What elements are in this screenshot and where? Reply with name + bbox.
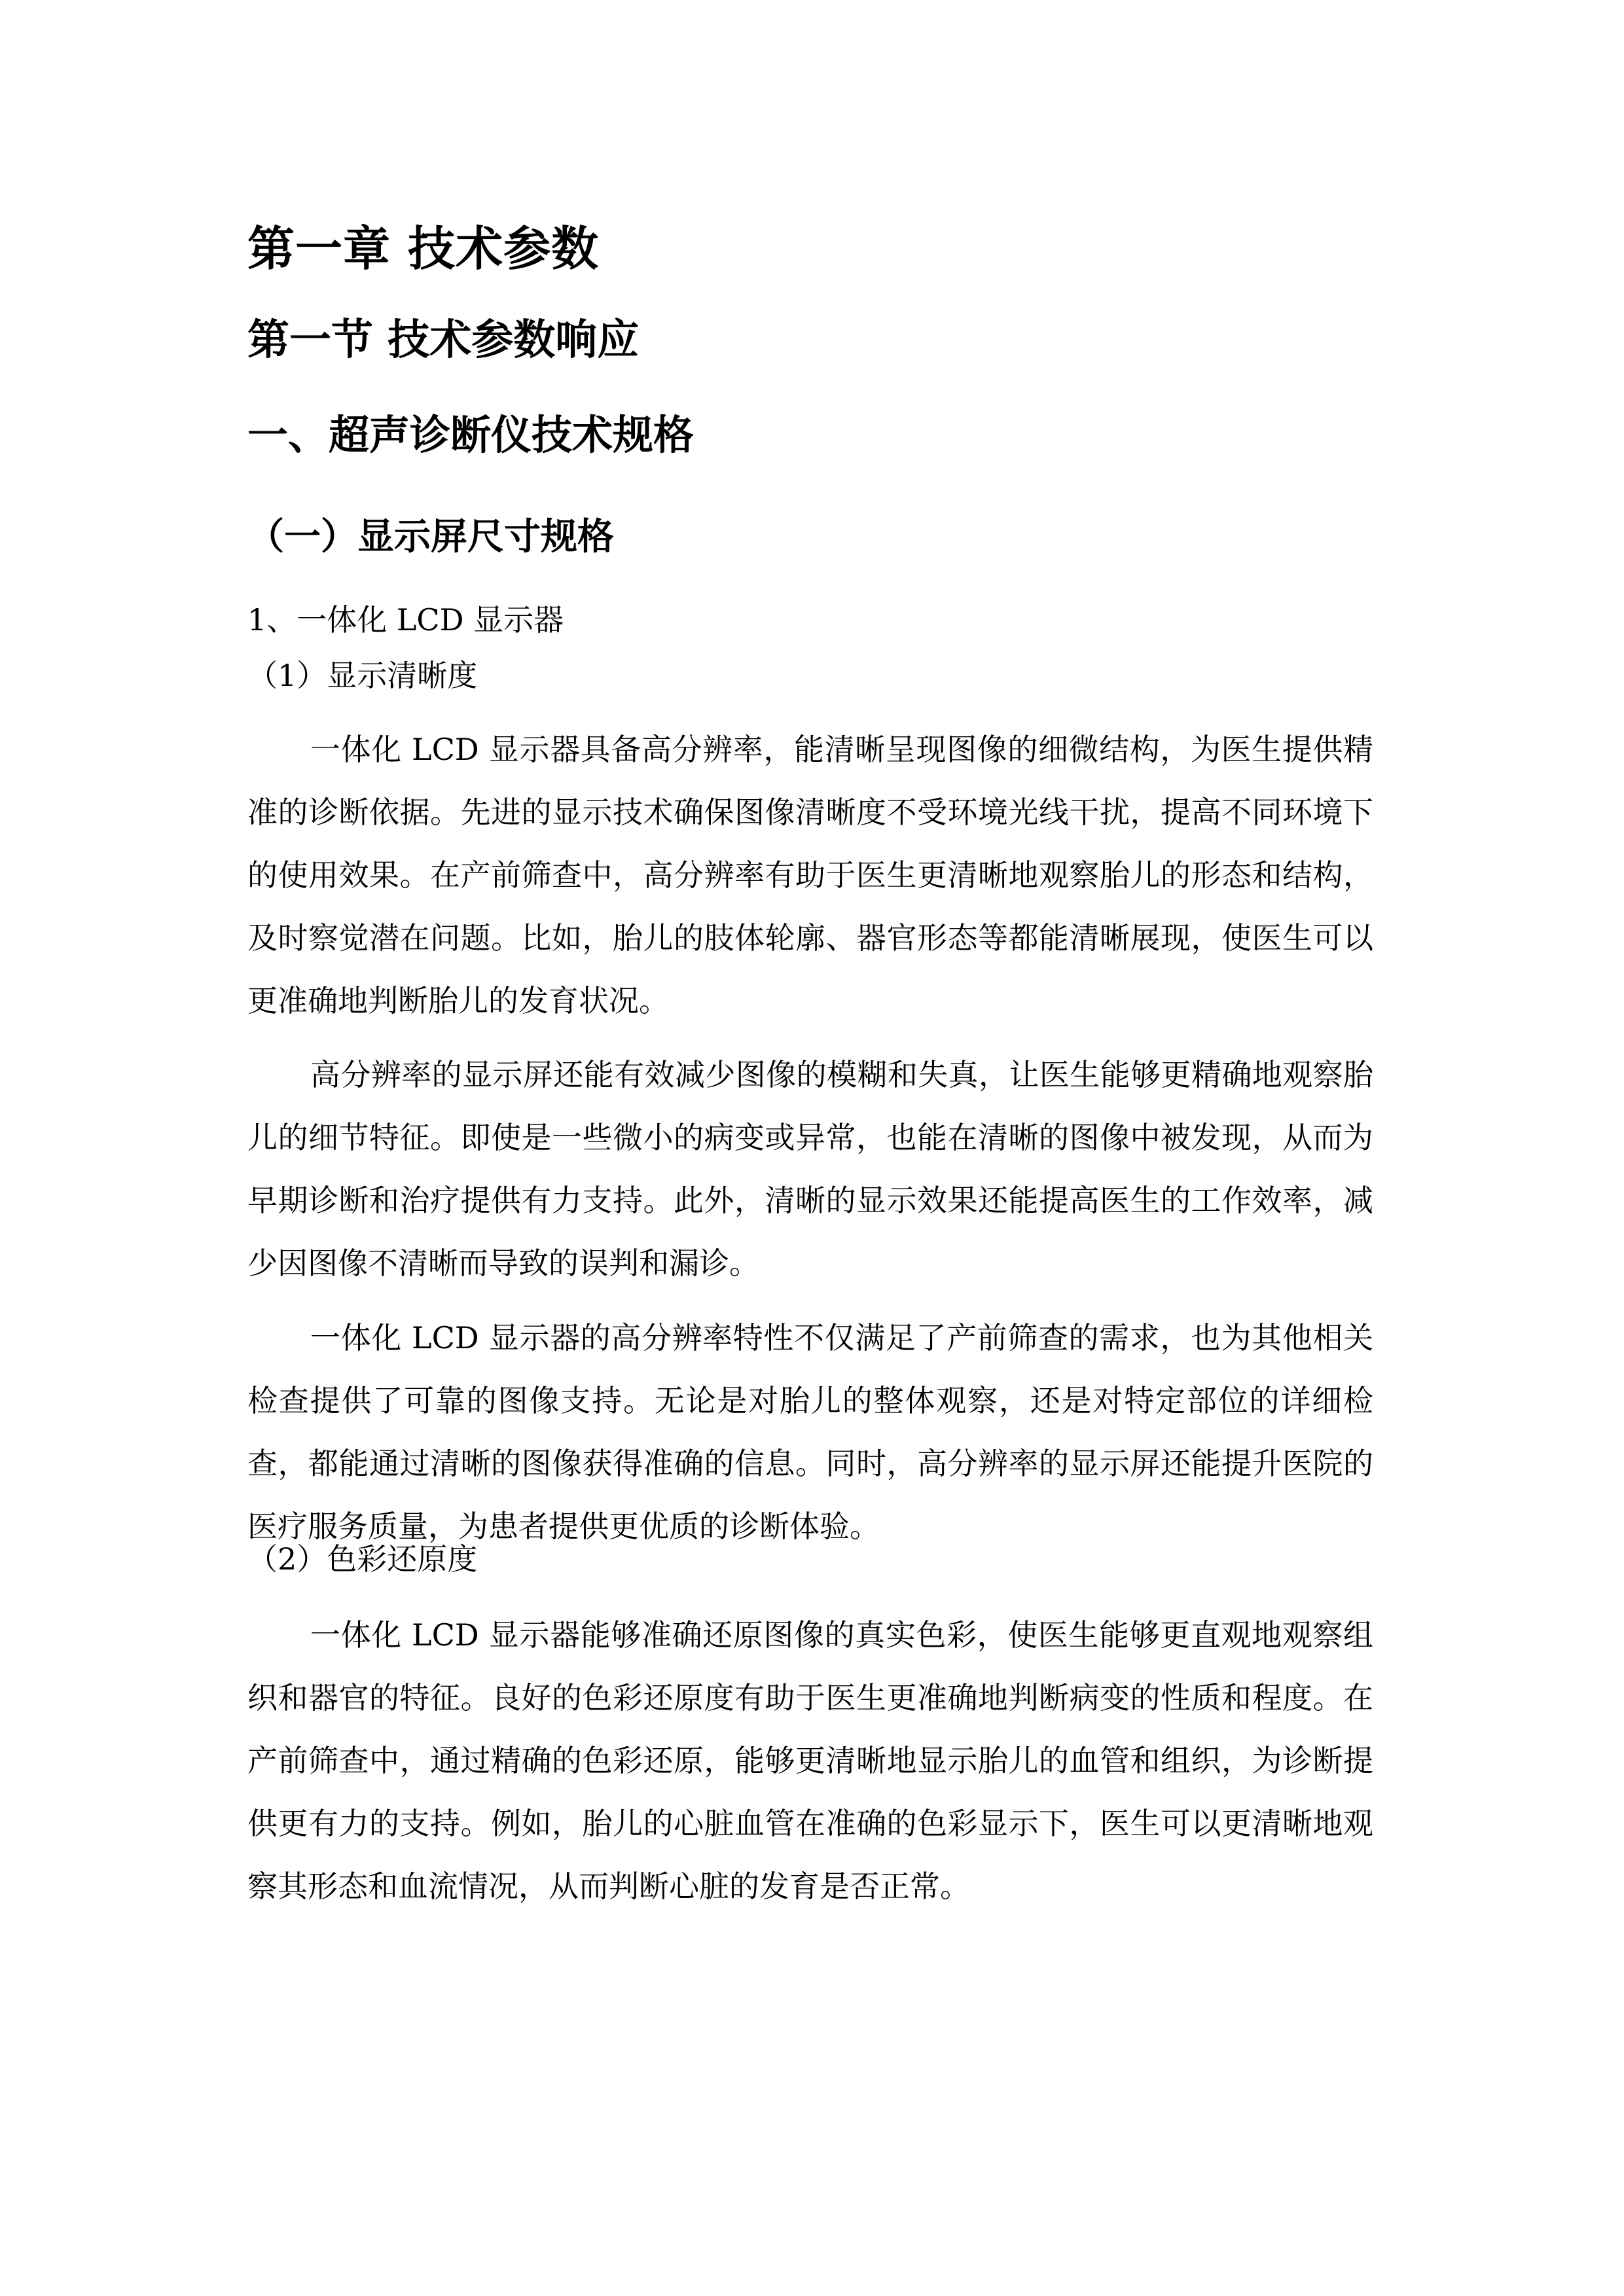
section-title: 第一节 技术参数响应 xyxy=(247,316,640,365)
paragraph-clarity-3: 一体化 LCD 显示器的高分辨率特性不仅满足了产前筛查的需求，也为其他相关检查提供了可靠的图像支持。无论是对胎儿的整体观察，还是对特定部位的详细检查，都能通过清晰的图像获得准确的信息。同时，高分辨率的显示屏还能提升医院的医疗服务质量，为患者提供更优质的诊断体验。 xyxy=(247,1320,1373,1544)
subsection-title: （一）显示屏尺寸规格 xyxy=(247,515,614,558)
subitem-clarity-title: （1）显示清晰度 xyxy=(247,658,478,693)
paragraph-clarity-1: 一体化 LCD 显示器具备高分辨率，能清晰呈现图像的细微结构，为医生提供精准的诊断依据。先进的显示技术确保图像清晰度不受环境光线干扰，提高不同环境下的使用效果。在产前筛查中，高分辨率有助于医生更清晰地观察胎儿的形态和结构，及时察觉潜在问题。比如，胎儿的肢体轮廓、器官形态等都能清晰展现，使医生可以更准确地判断胎儿的发育状况。 xyxy=(247,732,1373,1018)
item-title: 1、一体化 LCD 显示器 xyxy=(247,602,564,637)
paragraph-clarity-2: 高分辨率的显示屏还能有效减少图像的模糊和失真，让医生能够更精确地观察胎儿的细节特征。即使是一些微小的病变或异常，也能在清晰的图像中被发现，从而为早期诊断和治疗提供有力支持。此外，清晰的显示效果还能提高医生的工作效率，减少因图像不清晰而导致的误判和漏诊。 xyxy=(247,1057,1373,1281)
subitem-color-title: （2）色彩还原度 xyxy=(247,1541,478,1577)
paragraph-color-1: 一体化 LCD 显示器能够准确还原图像的真实色彩，使医生能够更直观地观察组织和器官的特征。良好的色彩还原度有助于医生更准确地判断病变的性质和程度。在产前筛查中，通过精确的色彩还原，能够更清晰地显示胎儿的血管和组织，为诊断提供更有力的支持。例如，胎儿的心脏血管在准确的色彩显示下，医生可以更清晰地观察其形态和血流情况，从而判断心脏的发育是否正常。 xyxy=(247,1617,1373,1904)
chapter-title: 第一章 技术参数 xyxy=(247,221,600,276)
part-title: 一、超声诊断仪技术规格 xyxy=(247,411,695,459)
